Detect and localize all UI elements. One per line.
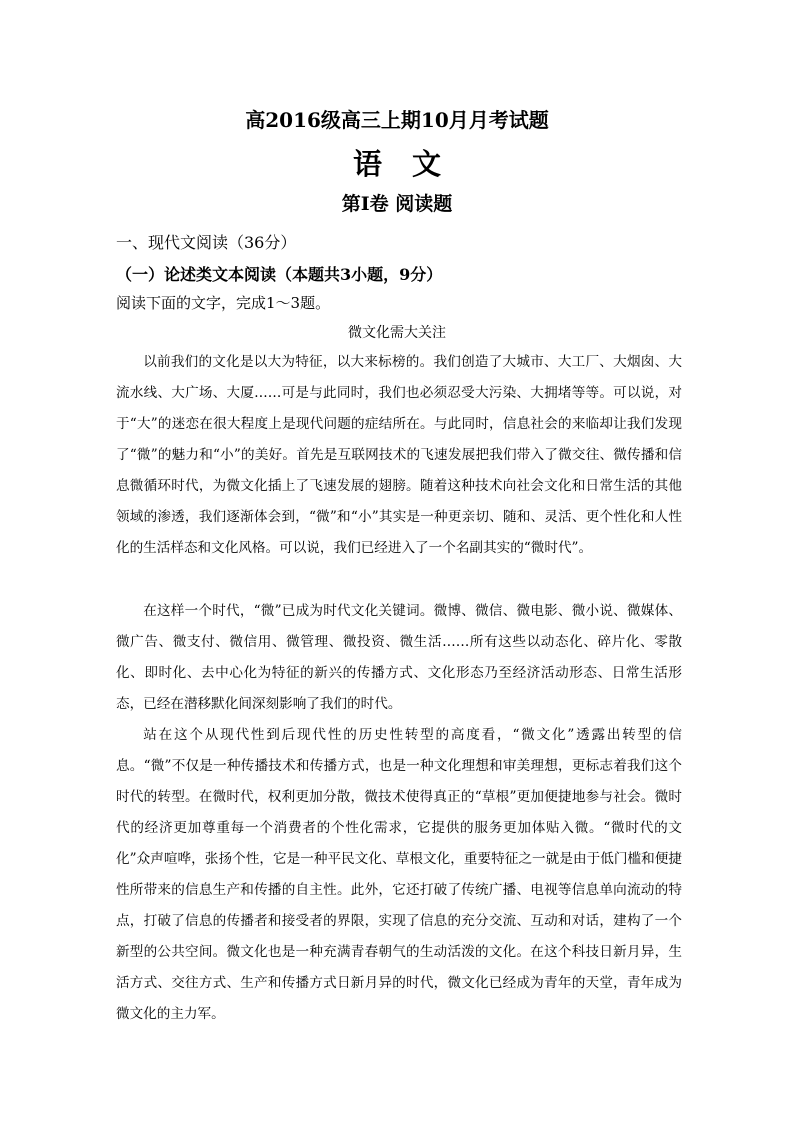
subject-title: 语文	[352, 147, 471, 181]
article-paragraph-3: 站在这个从现代性到后现代性的历史性转型的高度看，“微文化”透露出转型的信息。“微”不仅是一种传播技术和传播方式，也是一种文化理想和审美理想，更标志着我们这个时代的转型。在微时代，权利更加分散，微技术使得真正的“草根”更加便捷地参与社会。微时代的经济更加尊重每一个消费者的个性化需求，它提供的服务更加体贴入微。“微时代的文化”众声喧哗，张扬个性，它是一种平民文化、草根文化，重要特征之一就是由于低门槛和便捷性所带来的信息生产和传播的自主性。此外，它还打破了传统广播、电视等信息单向流动的特点，打破了信息的传播者和接受者的界限，实现了信息的充分交流、互动和对话，建构了一个新型的公共空间。微文化也是一种充满青春朝气的生动活泼的文化。在这个科技日新月异，生活方式、交往方式、生产和传播方式日新月异的时代，微文化已经成为青年的天堂，青年成为微文化的主力军。	[116, 727, 682, 1022]
section-subheading: （一）论述类文本阅读（本题共3小题，9分）	[116, 265, 443, 284]
volume-title: 第Ⅰ卷 阅读题	[341, 193, 453, 215]
article-paragraph-1: 以前我们的文化是以大为特征，以大来标榜的。我们创造了大城市、大工厂、大烟囱、大流水线、大广场、大厦……可是与此同时，我们也必须忍受大污染、大拥堵等等。可以说，对于“大”的迷恋在很大程度上是现代问题的症结所在。与此同时，信息社会的来临却让我们发现了“微”的魅力和“小”的美好。首先是互联网技术的飞速发展把我们带入了微交往、微传播和信息微循环时代，为微文化插上了飞速发展的翅膀。随着这种技术向社会文化和日常生活的其他领域的渗透，我们逐渐体会到，“微”和“小”其实是一种更亲切、随和、灵活、更个性化和人性化的生活样态和文化风格。可以说，我们已经进入了一个名副其实的“微时代”。	[116, 354, 682, 556]
article-paragraph-2: 在这样一个时代，“微”已成为时代文化关键词。微博、微信、微电影、微小说、微媒体、微广告、微支付、微信用、微管理、微投资、微生活……所有这些以动态化、碎片化、零散化、即时化、去中心化为特征的新兴的传播方式、文化形态乃至经济活动形态、日常生活形态，已经在潜移默化间深刻影响了我们的时代。	[116, 603, 682, 712]
section-heading: 一、现代文阅读（36分）	[116, 233, 297, 252]
article-title: 微文化需大关注	[348, 325, 446, 341]
exam-title: 高2016级高三上期10月月考试题	[245, 108, 549, 132]
reading-instruction: 阅读下面的文字，完成1～3题。	[116, 294, 331, 312]
